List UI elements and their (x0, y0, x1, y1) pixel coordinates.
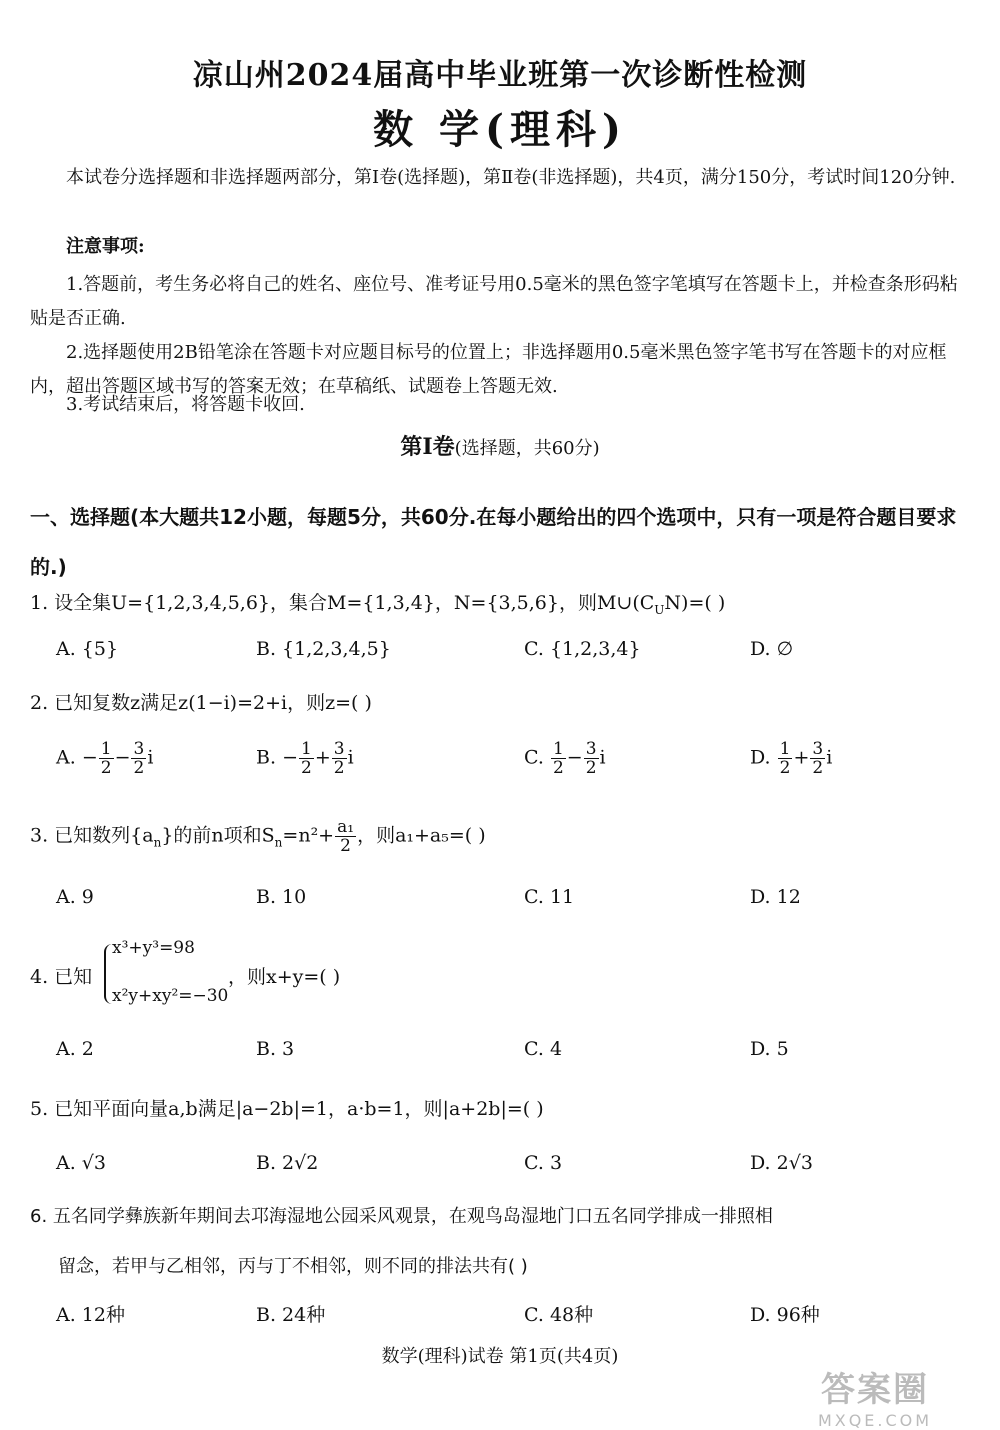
q3-option-c: C. 11 (524, 886, 575, 908)
note-3: 3.考试结束后，将答题卡收回. (66, 394, 305, 415)
q2d-n2: 3 (812, 739, 824, 759)
q2a-sign1: − (81, 746, 98, 769)
q5-option-b: B. 2√2 (256, 1152, 319, 1174)
exam-title: 凉山州2024届高中毕业班第一次诊断性检测 (192, 58, 808, 93)
watermark-url: MXQE.COM (817, 1411, 933, 1430)
q5-option-d: D. 2√3 (750, 1152, 813, 1174)
q2d-n1: 1 (779, 739, 791, 759)
q3-stem-e: =n²+ (282, 824, 335, 847)
q2b-n1: 1 (300, 739, 312, 759)
q2-option-d (750, 740, 832, 777)
q2b-sign2: + (314, 746, 331, 769)
q4-option-b: B. 3 (256, 1038, 295, 1060)
q2a-tail: i (147, 746, 154, 769)
q2a-n2: 3 (133, 739, 145, 759)
q2d-label: D. (750, 746, 771, 769)
q2b-n2: 3 (333, 739, 345, 759)
q2a-d2: 2 (133, 758, 145, 778)
q2c-sign2: − (566, 746, 583, 769)
q3-stem-f: ，则a₁+a₅=( ) (357, 824, 486, 847)
q2d-d1: 2 (779, 758, 791, 778)
q6-option-a: A. 12种 (56, 1304, 125, 1326)
question-4-label: 4. 已知 (30, 966, 93, 988)
q4-stem-end: ，则x+y=( ) (228, 966, 341, 988)
q3-option-d: D. 12 (750, 886, 801, 908)
q1-option-b: B. {1,2,3,4,5} (256, 638, 391, 660)
q5-option-c: C. 3 (524, 1152, 563, 1174)
q3-option-b: B. 10 (256, 886, 307, 908)
section-title (0, 430, 1000, 461)
q2d-tail: i (826, 746, 833, 769)
q2b-tail: i (347, 746, 354, 769)
watermark-logo (770, 1362, 980, 1430)
question-6-line1: 6. 五名同学彝族新年期间去邛海湿地公园采风观景，在观鸟岛湿地门口五名同学排成一排照相 (30, 1206, 773, 1227)
question-3-stem (30, 818, 970, 855)
q1-stem-sub: U (654, 602, 665, 617)
q2b-d1: 2 (300, 758, 312, 778)
q2a-n1: 1 (100, 739, 112, 759)
q2b-sign1: − (282, 746, 298, 769)
q4-option-c: C. 4 (524, 1038, 563, 1060)
q3-stem-a: 3. 已知数列{a (30, 824, 154, 847)
intro-text (30, 160, 970, 196)
q2c-tail: i (599, 746, 606, 769)
question-2-stem: 2. 已知复数z满足z(1−i)=2+i，则z=( ) (30, 692, 372, 714)
note-2: 2.选择题使用2B铅笔涂在答题卡对应题目标号的位置上；非选择题用0.5毫米黑色签字笔书写在答题卡的对应框内，超出答题区域书写的答案无效；在草稿纸、试题卷上答题无效. (30, 342, 947, 397)
q6-option-c: C. 48种 (524, 1304, 594, 1326)
q3-frac-d: 2 (340, 836, 351, 856)
part-heading: 一、选择题(本大题共12小题，每题5分，共60分.在每小题给出的四个选项中，只有一项是符合题目要求的.) (30, 505, 957, 579)
q1-option-c: C. {1,2,3,4} (524, 638, 641, 660)
page-footer: 数学(理科)试卷 第1页(共4页) (381, 1346, 619, 1367)
q1-stem-a: 1. 设全集U={1,2,3,4,5,6}，集合M={1,3,4}，N={3,5,6}，则M∪(C (30, 592, 655, 614)
note-1: 1.答题前，考生务必将自己的姓名、座位号、准考证号用0.5毫米的黑色签字笔填写在答题卡上，并检查条形码粘贴是否正确. (30, 274, 958, 329)
q3-option-a: A. 9 (56, 886, 94, 908)
question-6-line2: 留念，若甲与乙相邻，丙与丁不相邻，则不同的排法共有( ) (58, 1256, 528, 1277)
exam-subject: 数 学(理科) (373, 106, 627, 153)
q2c-n1: 1 (552, 739, 564, 759)
q2c-n2: 3 (585, 739, 597, 759)
q3-stem-b: n (153, 835, 162, 850)
q2c-d1: 2 (552, 758, 564, 778)
q2d-d2: 2 (812, 758, 824, 778)
q2d-sign2: + (793, 746, 810, 769)
q2a-label: A. (56, 746, 76, 769)
q2-option-a (56, 740, 153, 777)
intro-body: 本试卷分选择题和非选择题两部分，第Ⅰ卷(选择题)，第Ⅱ卷(非选择题)，共4页，满分150分，考试时间120分钟. (66, 167, 956, 188)
equation-brace (104, 944, 112, 1004)
q2b-d2: 2 (333, 758, 345, 778)
q4-option-a: A. 2 (56, 1038, 94, 1060)
q1-option-a: A. {5} (56, 638, 119, 660)
q3-stem-c: }的前n项和S (161, 824, 275, 847)
notes-heading: 注意事项: (66, 236, 145, 257)
q2a-sign2: − (114, 746, 131, 769)
q2a-d1: 2 (100, 758, 112, 778)
q2c-d2: 2 (585, 758, 597, 778)
q1-stem-end: N)=( ) (664, 592, 726, 614)
q3-stem-d: n (274, 835, 283, 850)
q4-eq1: x³+y³=98 (112, 938, 195, 958)
q5-option-a: A. √3 (56, 1152, 106, 1174)
section-title-sub: (选择题，共60分) (454, 438, 600, 459)
q3-frac-n: a₁ (337, 817, 355, 837)
question-1-stem (30, 588, 970, 617)
q2-option-b (256, 740, 354, 777)
section-title-main: 第Ⅰ卷 (400, 434, 455, 460)
q6-option-d: D. 96种 (750, 1304, 820, 1326)
q2b-label: B. (256, 746, 277, 769)
watermark-text: 答案圈 (821, 1370, 929, 1410)
q2-option-c (524, 740, 606, 777)
q4-eq2: x²y+xy²=−30 (112, 986, 229, 1006)
question-5-stem: 5. 已知平面向量a,b满足|a−2b|=1，a·b=1，则|a+2b|=( ) (30, 1098, 544, 1120)
q2c-label: C. (524, 746, 544, 769)
q4-option-d: D. 5 (750, 1038, 789, 1060)
q6-option-b: B. 24种 (256, 1304, 326, 1326)
q1-option-d: D. ∅ (750, 638, 794, 660)
